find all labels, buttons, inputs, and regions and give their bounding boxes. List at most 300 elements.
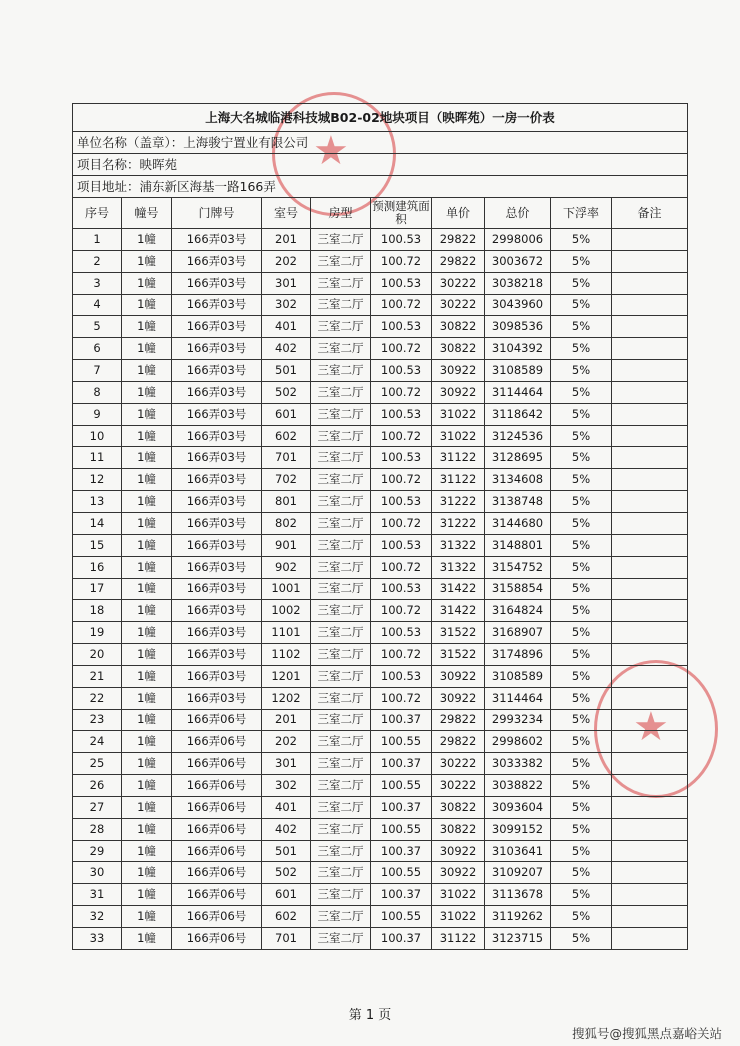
table-cell: [612, 272, 688, 294]
table-cell: 三室二厅: [311, 491, 371, 513]
table-cell: 201: [262, 709, 311, 731]
table-cell: 3038822: [485, 775, 551, 797]
table-cell: 100.53: [371, 360, 432, 382]
table-cell: 三室二厅: [311, 731, 371, 753]
table-cell: 3108589: [485, 360, 551, 382]
table-cell: 202: [262, 731, 311, 753]
table-cell: [612, 403, 688, 425]
table-cell: 3123715: [485, 928, 551, 950]
table-cell: 5%: [551, 600, 612, 622]
table-cell: 5%: [551, 884, 612, 906]
table-cell: 166弄06号: [172, 862, 262, 884]
table-cell: 401: [262, 796, 311, 818]
table-cell: 1幢: [122, 753, 172, 775]
table-cell: 201: [262, 229, 311, 251]
table-cell: 5%: [551, 403, 612, 425]
table-cell: 166弄06号: [172, 906, 262, 928]
table-cell: 3158854: [485, 578, 551, 600]
table-cell: 5%: [551, 272, 612, 294]
table-cell: 28: [73, 818, 122, 840]
table-row: [73, 360, 688, 382]
table-cell: 三室二厅: [311, 600, 371, 622]
table-cell: 30822: [432, 796, 485, 818]
table-cell: 1幢: [122, 403, 172, 425]
table-cell: 5%: [551, 250, 612, 272]
table-cell: 19: [73, 622, 122, 644]
page-number: 第 1 页: [348, 1008, 392, 1023]
table-cell: 501: [262, 840, 311, 862]
table-cell: 20: [73, 644, 122, 666]
table-cell: [612, 250, 688, 272]
table-cell: 902: [262, 556, 311, 578]
table-cell: [612, 316, 688, 338]
table-cell: 100.72: [371, 600, 432, 622]
table-cell: 三室二厅: [311, 316, 371, 338]
table-cell: 601: [262, 884, 311, 906]
table-cell: 5%: [551, 796, 612, 818]
table-row: [73, 316, 688, 338]
table-cell: 27: [73, 796, 122, 818]
table-cell: 166弄03号: [172, 272, 262, 294]
table-cell: 30922: [432, 687, 485, 709]
table-cell: 3134608: [485, 469, 551, 491]
table-cell: [612, 622, 688, 644]
table-cell: [612, 425, 688, 447]
table-row: [73, 840, 688, 862]
table-cell: 9: [73, 403, 122, 425]
project-name: 项目名称：映晖苑: [73, 154, 688, 176]
table-cell: 100.72: [371, 294, 432, 316]
table-cell: 三室二厅: [311, 753, 371, 775]
table-row: [73, 578, 688, 600]
table-cell: 302: [262, 294, 311, 316]
table-title: 上海大名城临港科技城B02-02地块项目（映晖苑）一房一价表: [73, 104, 688, 132]
table-cell: 30222: [432, 775, 485, 797]
table-cell: 三室二厅: [311, 447, 371, 469]
table-cell: 100.37: [371, 884, 432, 906]
table-cell: 三室二厅: [311, 818, 371, 840]
table-cell: 1幢: [122, 512, 172, 534]
table-cell: 三室二厅: [311, 512, 371, 534]
price-table: [72, 103, 688, 950]
table-cell: 5%: [551, 753, 612, 775]
table-cell: 31422: [432, 600, 485, 622]
table-cell: 3098536: [485, 316, 551, 338]
table-cell: 1002: [262, 600, 311, 622]
table-cell: 三室二厅: [311, 578, 371, 600]
table-cell: 166弄06号: [172, 796, 262, 818]
table-row: [73, 447, 688, 469]
table-cell: 3093604: [485, 796, 551, 818]
table-cell: 三室二厅: [311, 687, 371, 709]
header-cell: 总价: [485, 198, 551, 229]
table-cell: 1幢: [122, 906, 172, 928]
table-cell: 166弄03号: [172, 425, 262, 447]
table-cell: 166弄06号: [172, 818, 262, 840]
table-cell: 三室二厅: [311, 906, 371, 928]
table-cell: 1幢: [122, 578, 172, 600]
table-cell: [612, 512, 688, 534]
table-row: [73, 512, 688, 534]
table-row: [73, 403, 688, 425]
table-cell: 三室二厅: [311, 775, 371, 797]
table-row: [73, 644, 688, 666]
table-cell: 1幢: [122, 884, 172, 906]
table-cell: 5%: [551, 360, 612, 382]
table-cell: 3164824: [485, 600, 551, 622]
table-cell: [612, 884, 688, 906]
table-cell: 4: [73, 294, 122, 316]
table-cell: 166弄03号: [172, 403, 262, 425]
table-cell: 1幢: [122, 600, 172, 622]
table-cell: 166弄03号: [172, 229, 262, 251]
table-cell: 100.53: [371, 665, 432, 687]
table-cell: 30222: [432, 753, 485, 775]
table-cell: 1幢: [122, 491, 172, 513]
table-cell: [612, 687, 688, 709]
table-cell: 402: [262, 338, 311, 360]
table-cell: 三室二厅: [311, 229, 371, 251]
table-row: [73, 906, 688, 928]
table-cell: 100.53: [371, 447, 432, 469]
table-cell: 10: [73, 425, 122, 447]
table-cell: 29822: [432, 250, 485, 272]
table-cell: 5%: [551, 644, 612, 666]
table-cell: 100.72: [371, 512, 432, 534]
table-cell: [612, 360, 688, 382]
table-cell: 21: [73, 665, 122, 687]
table-cell: 29822: [432, 229, 485, 251]
table-cell: 3124536: [485, 425, 551, 447]
table-cell: [612, 469, 688, 491]
table-cell: 三室二厅: [311, 250, 371, 272]
project-address: 项目地址：浦东新区海基一路166弄: [73, 176, 688, 198]
table-cell: 3148801: [485, 534, 551, 556]
table-cell: 1幢: [122, 425, 172, 447]
table-cell: 3104392: [485, 338, 551, 360]
table-cell: 100.55: [371, 906, 432, 928]
table-cell: 23: [73, 709, 122, 731]
table-cell: 三室二厅: [311, 469, 371, 491]
table-cell: 1101: [262, 622, 311, 644]
table-cell: 三室二厅: [311, 840, 371, 862]
table-cell: 166弄03号: [172, 381, 262, 403]
header-cell: 单价: [432, 198, 485, 229]
table-cell: 100.72: [371, 338, 432, 360]
table-cell: 5%: [551, 469, 612, 491]
table-cell: 1: [73, 229, 122, 251]
table-cell: 31122: [432, 469, 485, 491]
table-cell: 166弄03号: [172, 556, 262, 578]
table-cell: 三室二厅: [311, 622, 371, 644]
table-cell: 31522: [432, 622, 485, 644]
table-cell: 三室二厅: [311, 556, 371, 578]
table-cell: 1102: [262, 644, 311, 666]
table-cell: [612, 447, 688, 469]
table-cell: 5%: [551, 534, 612, 556]
table-cell: 1幢: [122, 644, 172, 666]
table-header: [73, 198, 688, 229]
table-cell: 100.37: [371, 928, 432, 950]
table-cell: 3114464: [485, 381, 551, 403]
table-cell: 701: [262, 447, 311, 469]
table-cell: 5%: [551, 578, 612, 600]
table-cell: 5%: [551, 775, 612, 797]
table-cell: [612, 644, 688, 666]
table-row: [73, 294, 688, 316]
table-cell: 31022: [432, 906, 485, 928]
table-cell: 12: [73, 469, 122, 491]
table-cell: 5%: [551, 709, 612, 731]
table-cell: 31322: [432, 556, 485, 578]
table-cell: 30922: [432, 360, 485, 382]
table-cell: 5: [73, 316, 122, 338]
table-cell: 30822: [432, 316, 485, 338]
table-cell: 5%: [551, 338, 612, 360]
table-cell: 11: [73, 447, 122, 469]
table-cell: 3: [73, 272, 122, 294]
table-cell: 1幢: [122, 360, 172, 382]
table-cell: 3103641: [485, 840, 551, 862]
table-cell: [612, 862, 688, 884]
table-cell: 25: [73, 753, 122, 775]
table-row: [73, 687, 688, 709]
table-cell: 100.72: [371, 381, 432, 403]
table-cell: 3099152: [485, 818, 551, 840]
table-cell: 8: [73, 381, 122, 403]
header-cell: 备注: [612, 198, 688, 229]
table-cell: 702: [262, 469, 311, 491]
watermark: 搜狐号@搜狐黑点嘉峪关站: [571, 1026, 722, 1041]
table-row: [73, 534, 688, 556]
table-cell: 三室二厅: [311, 338, 371, 360]
header-cell: 下浮率: [551, 198, 612, 229]
table-cell: 1幢: [122, 665, 172, 687]
table-cell: 31022: [432, 425, 485, 447]
table-cell: 5%: [551, 840, 612, 862]
table-cell: [612, 818, 688, 840]
header-cell: 房型: [311, 198, 371, 229]
table-cell: 三室二厅: [311, 862, 371, 884]
table-cell: 31122: [432, 447, 485, 469]
table-cell: 5%: [551, 512, 612, 534]
price-sheet: [72, 103, 687, 950]
table-cell: 3168907: [485, 622, 551, 644]
table-cell: 29822: [432, 709, 485, 731]
table-cell: 202: [262, 250, 311, 272]
table-cell: 24: [73, 731, 122, 753]
table-cell: 502: [262, 381, 311, 403]
header-cell: 室号: [262, 198, 311, 229]
table-cell: 30822: [432, 338, 485, 360]
table-cell: 166弄03号: [172, 469, 262, 491]
table-cell: 三室二厅: [311, 884, 371, 906]
table-cell: 3033382: [485, 753, 551, 775]
table-row: [73, 862, 688, 884]
table-cell: 30922: [432, 862, 485, 884]
table-cell: 30822: [432, 818, 485, 840]
table-cell: 100.53: [371, 622, 432, 644]
table-cell: 166弄03号: [172, 665, 262, 687]
table-cell: [612, 753, 688, 775]
table-row: [73, 665, 688, 687]
table-cell: 801: [262, 491, 311, 513]
table-cell: 1幢: [122, 250, 172, 272]
table-cell: 301: [262, 272, 311, 294]
table-cell: 402: [262, 818, 311, 840]
header-cell: 预测建筑面积: [371, 198, 432, 229]
table-cell: 31: [73, 884, 122, 906]
table-cell: 3038218: [485, 272, 551, 294]
table-cell: 1幢: [122, 381, 172, 403]
table-cell: 166弄03号: [172, 644, 262, 666]
table-cell: 166弄03号: [172, 360, 262, 382]
table-cell: 1幢: [122, 709, 172, 731]
table-row: [73, 229, 688, 251]
table-cell: 1001: [262, 578, 311, 600]
table-row: [73, 622, 688, 644]
table-cell: [612, 600, 688, 622]
table-cell: 166弄06号: [172, 884, 262, 906]
table-cell: 26: [73, 775, 122, 797]
table-cell: 5%: [551, 731, 612, 753]
table-cell: 14: [73, 512, 122, 534]
table-cell: 33: [73, 928, 122, 950]
table-cell: 166弄03号: [172, 512, 262, 534]
table-cell: 3003672: [485, 250, 551, 272]
table-cell: 29: [73, 840, 122, 862]
table-cell: 三室二厅: [311, 425, 371, 447]
table-cell: 32: [73, 906, 122, 928]
table-cell: 31122: [432, 928, 485, 950]
table-cell: 166弄03号: [172, 687, 262, 709]
table-cell: 1幢: [122, 862, 172, 884]
table-cell: 18: [73, 600, 122, 622]
table-cell: 100.53: [371, 403, 432, 425]
table-cell: 三室二厅: [311, 294, 371, 316]
table-cell: 100.72: [371, 250, 432, 272]
table-cell: 3043960: [485, 294, 551, 316]
unit-name: 单位名称（盖章）：上海骏宁置业有限公司: [73, 132, 688, 154]
table-cell: 31022: [432, 403, 485, 425]
table-cell: 166弄03号: [172, 491, 262, 513]
table-cell: 2: [73, 250, 122, 272]
table-cell: 901: [262, 534, 311, 556]
table-cell: 3109207: [485, 862, 551, 884]
table-cell: 3174896: [485, 644, 551, 666]
table-row: [73, 491, 688, 513]
table-cell: 30: [73, 862, 122, 884]
table-cell: [612, 665, 688, 687]
table-cell: 100.55: [371, 862, 432, 884]
table-cell: 100.72: [371, 425, 432, 447]
table-cell: 502: [262, 862, 311, 884]
table-cell: 3154752: [485, 556, 551, 578]
table-cell: 13: [73, 491, 122, 513]
table-cell: 166弄06号: [172, 775, 262, 797]
table-cell: 3128695: [485, 447, 551, 469]
table-cell: 30922: [432, 381, 485, 403]
table-row: [73, 600, 688, 622]
table-cell: 802: [262, 512, 311, 534]
table-row: [73, 469, 688, 491]
star-icon: ★: [633, 704, 669, 750]
table-cell: 602: [262, 425, 311, 447]
table-cell: 31222: [432, 512, 485, 534]
header-cell: 序号: [73, 198, 122, 229]
table-cell: [612, 578, 688, 600]
table-cell: 3113678: [485, 884, 551, 906]
table-cell: 1202: [262, 687, 311, 709]
table-cell: 7: [73, 360, 122, 382]
table-cell: 100.37: [371, 840, 432, 862]
table-cell: 501: [262, 360, 311, 382]
table-cell: 701: [262, 928, 311, 950]
table-cell: 1幢: [122, 316, 172, 338]
table-cell: 3138748: [485, 491, 551, 513]
table-cell: 三室二厅: [311, 928, 371, 950]
table-cell: 三室二厅: [311, 360, 371, 382]
table-cell: [612, 556, 688, 578]
table-row: [73, 425, 688, 447]
table-cell: 166弄06号: [172, 753, 262, 775]
table-cell: 3114464: [485, 687, 551, 709]
table-cell: 100.53: [371, 534, 432, 556]
table-cell: 100.37: [371, 753, 432, 775]
table-cell: 166弄03号: [172, 338, 262, 360]
table-cell: 29822: [432, 731, 485, 753]
table-cell: 166弄03号: [172, 578, 262, 600]
table-cell: 100.53: [371, 578, 432, 600]
table-cell: 31322: [432, 534, 485, 556]
table-cell: 5%: [551, 622, 612, 644]
table-cell: [612, 709, 688, 731]
table-cell: 3119262: [485, 906, 551, 928]
table-cell: 401: [262, 316, 311, 338]
table-cell: 3144680: [485, 512, 551, 534]
table-cell: 302: [262, 775, 311, 797]
table-cell: 100.37: [371, 796, 432, 818]
table-row: [73, 818, 688, 840]
table-cell: 5%: [551, 294, 612, 316]
table-cell: 30922: [432, 665, 485, 687]
table-cell: 5%: [551, 447, 612, 469]
table-cell: 1幢: [122, 840, 172, 862]
header-cell: 幢号: [122, 198, 172, 229]
table-cell: 17: [73, 578, 122, 600]
table-row: [73, 775, 688, 797]
table-cell: 三室二厅: [311, 796, 371, 818]
table-cell: 5%: [551, 687, 612, 709]
table-row: [73, 381, 688, 403]
table-cell: [612, 229, 688, 251]
table-cell: 100.55: [371, 731, 432, 753]
table-cell: 2993234: [485, 709, 551, 731]
table-row: [73, 272, 688, 294]
table-cell: [612, 731, 688, 753]
table-cell: 5%: [551, 818, 612, 840]
table-cell: 166弄06号: [172, 840, 262, 862]
table-cell: 100.53: [371, 316, 432, 338]
table-cell: 166弄03号: [172, 294, 262, 316]
table-cell: 三室二厅: [311, 644, 371, 666]
table-cell: 5%: [551, 381, 612, 403]
table-cell: 166弄03号: [172, 447, 262, 469]
table-row: [73, 928, 688, 950]
table-cell: [612, 775, 688, 797]
table-cell: 5%: [551, 862, 612, 884]
table-cell: 5%: [551, 316, 612, 338]
